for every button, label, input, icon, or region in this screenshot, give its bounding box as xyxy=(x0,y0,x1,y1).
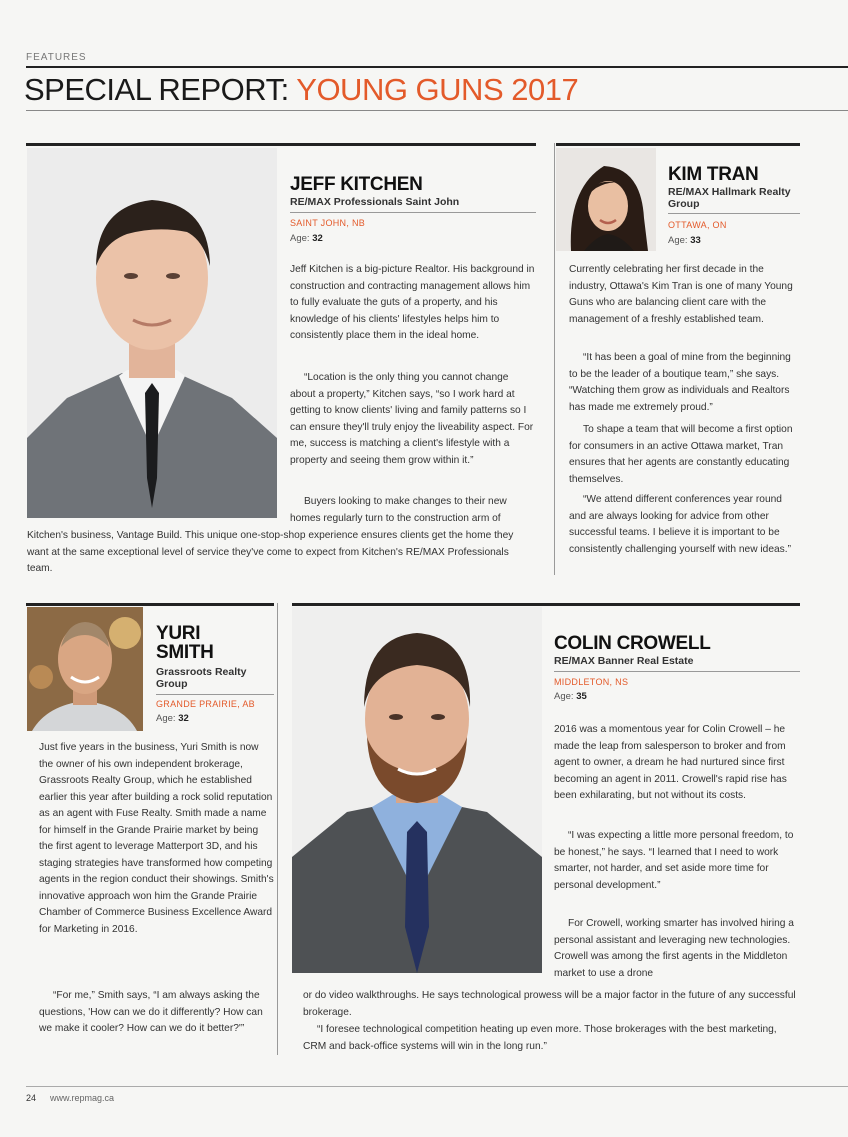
tran-name: KIM TRAN xyxy=(668,164,759,185)
page-title-accent: YOUNG GUNS 2017 xyxy=(296,72,579,107)
footer-rule xyxy=(26,1086,848,1087)
tran-paragraph-4: “We attend different conferences year round and are always looking for advice from other successful teams. I believe it is important to be consistently challenging yourself with new ideas.” xyxy=(569,494,791,555)
kitchen-company: RE/MAX Professionals Saint John xyxy=(290,196,460,208)
crowell-portrait xyxy=(292,607,542,973)
header-top-rule xyxy=(26,66,848,68)
page-number: 24 xyxy=(26,1093,37,1103)
kitchen-age xyxy=(290,233,323,244)
crowell-paragraph-4: or do video walkthroughs. He says technological prowess will be a major factor in the future of any successful brokerage. xyxy=(303,990,796,1018)
kitchen-divider xyxy=(290,212,536,213)
column-divider-top xyxy=(554,143,555,575)
tran-card-rule xyxy=(556,143,800,146)
tran-paragraph-2: “It has been a goal of mine from the beginning to be the leader of a boutique team,” she says. “Watching them grow as individuals and Realtors has made me extremely proud.” xyxy=(569,352,791,413)
kitchen-paragraph-3: Buyers looking to make changes to their new homes regularly turn to the construction arm of xyxy=(290,496,507,524)
page-title xyxy=(24,72,578,108)
smith-location: GRANDE PRAIRIE, AB xyxy=(156,699,255,709)
crowell-photo xyxy=(292,607,542,973)
tran-age-label: Age: xyxy=(668,235,688,246)
crowell-paragraph-5: “I foresee technological competition heating up even more. Those brokerages with the best marketing, CRM and back-office systems will win in the long run.” xyxy=(303,1024,777,1052)
crowell-location: MIDDLETON, NS xyxy=(554,677,629,687)
smith-name-line-2: SMITH xyxy=(156,642,214,663)
tran-company: RE/MAX Hallmark Realty Group xyxy=(668,186,791,210)
page-title-main: SPECIAL REPORT: xyxy=(24,72,297,107)
tran-age xyxy=(668,235,701,246)
crowell-age-label: Age: xyxy=(554,691,574,702)
crowell-divider xyxy=(554,671,800,672)
kitchen-card-rule xyxy=(26,143,536,146)
tran-divider xyxy=(668,213,800,214)
crowell-company: RE/MAX Banner Real Estate xyxy=(554,655,694,667)
tran-paragraph-1: Currently celebrating her first decade in the industry, Ottawa's Kim Tran is one of many Young Guns who are balancing client care with the management of a freshly established team. xyxy=(569,264,793,325)
tran-portrait xyxy=(556,148,656,251)
kitchen-age-label: Age: xyxy=(290,233,310,244)
crowell-paragraph-2: “I was expecting a little more personal freedom, to be honest,” he says. “I learned that I need to work smarter, not harder, and set aside more time for personal development.” xyxy=(554,830,794,891)
smith-paragraph-2: “For me,” Smith says, “I am always asking the questions, 'How can we do it differently? How can we make it cooler? How can we do it better?'” xyxy=(39,990,263,1034)
smith-portrait xyxy=(27,607,143,731)
kitchen-portrait xyxy=(27,148,277,518)
website-link[interactable]: www.repmag.ca xyxy=(50,1093,115,1103)
crowell-card-rule xyxy=(292,603,800,606)
kitchen-name: JEFF KITCHEN xyxy=(290,174,423,195)
crowell-paragraph-3: For Crowell, working smarter has involved hiring a personal assistant and leveraging new technologies. Crowell was among the first agents in the Middleton market to use a drone xyxy=(554,918,794,979)
smith-paragraph-1: Just five years in the business, Yuri Smith is now the owner of his own independent brokerage, Grassroots Realty Group, which he established earlier this year after building a rock solid reputation as an agent with Fuse Realty. Smith made a name for himself in the Grande Prairie market by being the first agent to leverage Matterport 3D, and his staging strategies have transformed how competing agents in the region conduct their showings. Smith's innovative approach won him the Grande Prairie Chamber of Commerce Business Excellence Award for Marketing in 2016. xyxy=(39,742,274,935)
tran-location: OTTAWA, ON xyxy=(668,220,727,230)
kitchen-age-value: 32 xyxy=(312,233,323,244)
crowell-paragraph-1: 2016 was a momentous year for Colin Crowell – he made the leap from salesperson to broker and from agent to owner, a dream he had nurtured since first becoming an agent in 2011. Crowell's rapid rise has been exhilarating, but not without its costs. xyxy=(554,724,787,801)
crowell-age xyxy=(554,691,587,702)
column-divider-bottom xyxy=(277,603,278,1055)
kitchen-location: SAINT JOHN, NB xyxy=(290,218,366,228)
smith-age xyxy=(156,713,189,724)
tran-age-value: 33 xyxy=(690,235,701,246)
kitchen-photo xyxy=(27,148,277,518)
smith-photo xyxy=(27,607,143,731)
tran-photo xyxy=(556,148,656,251)
header-bottom-rule xyxy=(26,110,848,111)
smith-name xyxy=(156,624,214,662)
tran-paragraph-3: To shape a team that will become a first option for consumers in an active Ottawa market, Tran ensures that her agents are constantly educating themselves. xyxy=(569,424,793,485)
smith-age-label: Age: xyxy=(156,713,176,724)
kitchen-paragraph-2: “Location is the only thing you cannot change about a property,” Kitchen says, “so I work hard at getting to know clients' living and family patterns so I can ensure they'll truly enjoy the liveability aspect. For me, success is matching a client's lifestyle with a property and seeing them grow within it.” xyxy=(290,372,534,466)
section-label: FEATURES xyxy=(26,52,87,63)
smith-card-rule xyxy=(26,603,274,606)
smith-divider xyxy=(156,694,274,695)
crowell-age-value: 35 xyxy=(576,691,587,702)
kitchen-paragraph-4: Kitchen's business, Vantage Build. This unique one-stop-shop experience ensures clients get the home they want at the same exceptional level of service they've come to expect from Kitchen's RE/MAX Professionals team. xyxy=(27,530,514,574)
crowell-name: COLIN CROWELL xyxy=(554,633,711,654)
kitchen-paragraph-1: Jeff Kitchen is a big-picture Realtor. His background in construction and contracting management allows him to fully evaluate the guts of a property, and his knowledge of his clients' lifestyles helps him to consistently place them in the ideal home. xyxy=(290,264,535,341)
smith-age-value: 32 xyxy=(178,713,189,724)
smith-name-line-1: YURI xyxy=(156,623,201,644)
smith-company: Grassroots Realty Group xyxy=(156,666,247,690)
